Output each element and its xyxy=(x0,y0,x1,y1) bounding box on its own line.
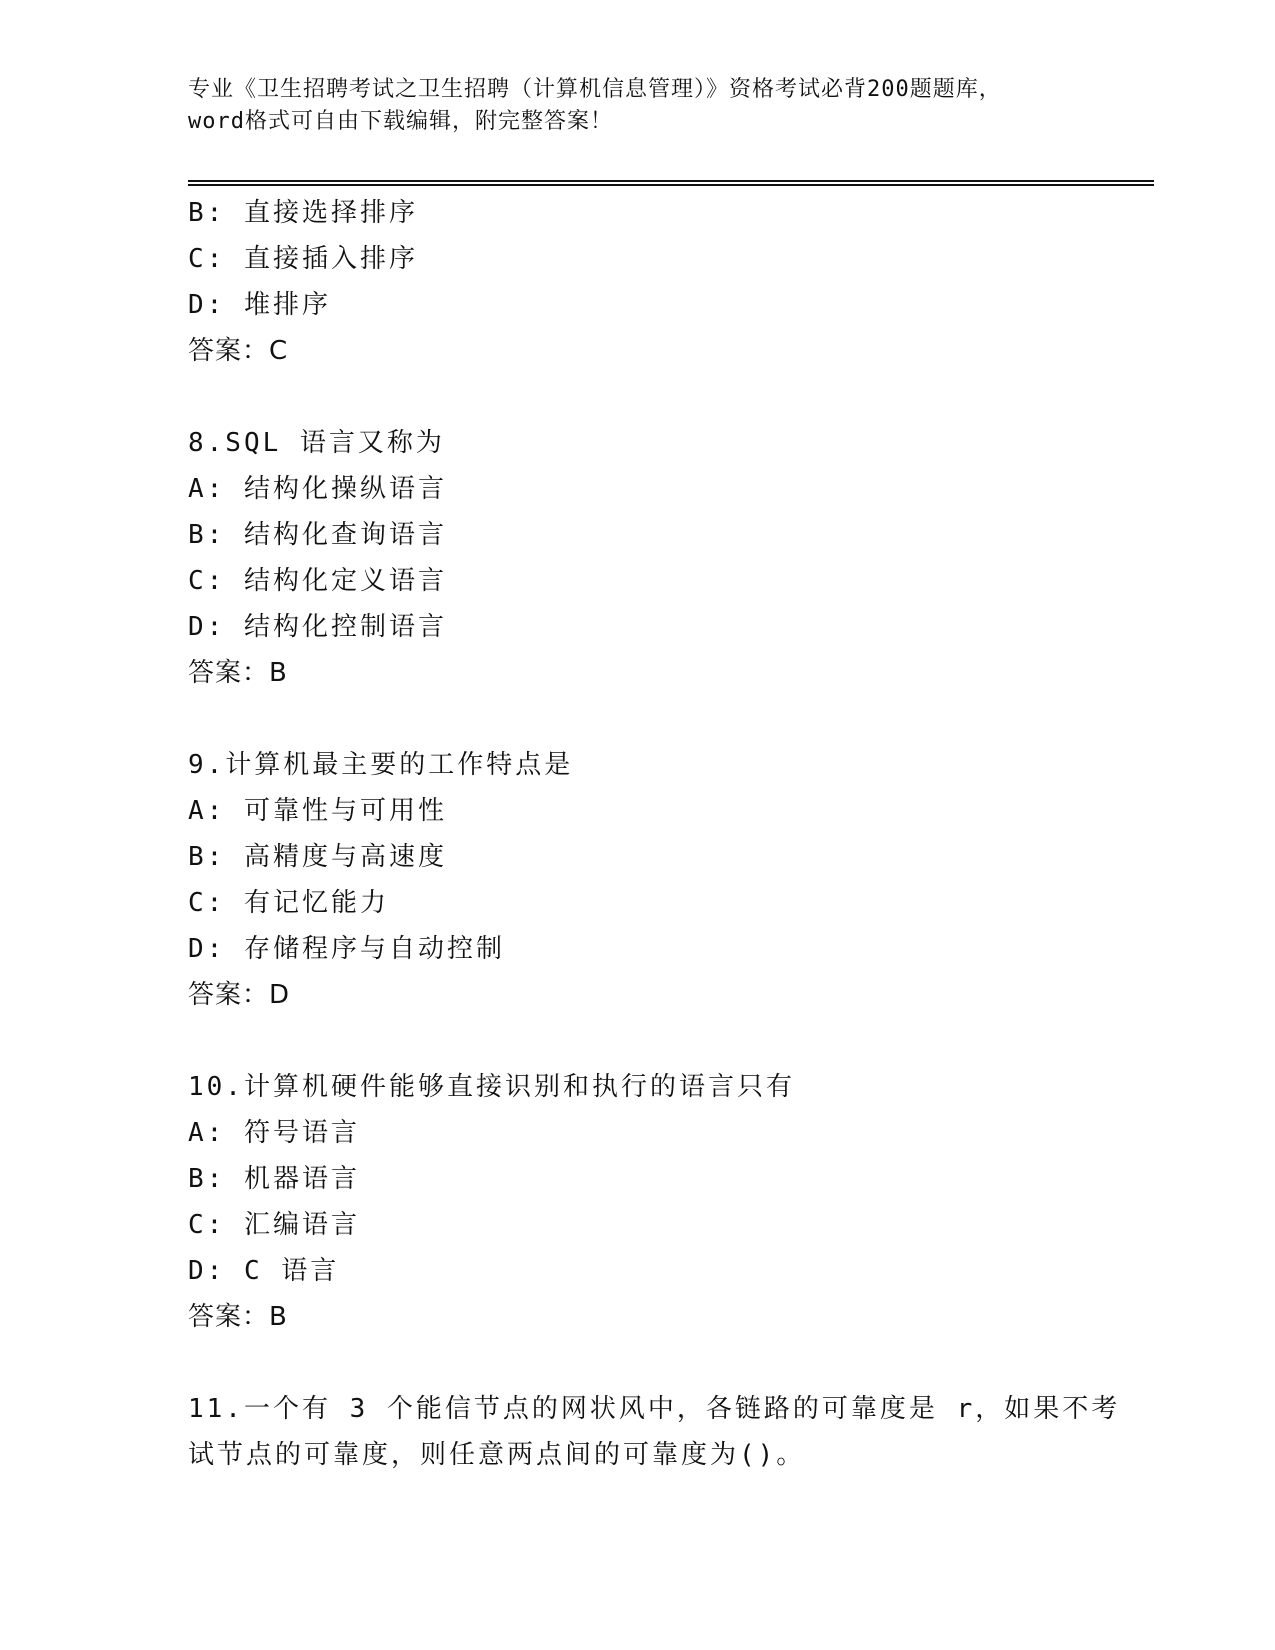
spacer xyxy=(188,374,1088,420)
answer: 答案：C xyxy=(188,336,289,366)
question-stem-line-1: 11.一个有 3 个能信节点的网状风中，各链路的可靠度是 r，如果不考 xyxy=(188,1394,1121,1424)
question-stem: 9.计算机最主要的工作特点是 xyxy=(188,750,574,780)
question-stem-line-2: 试节点的可靠度，则任意两点间的可靠度为()。 xyxy=(188,1440,806,1470)
header-line-2: word格式可自由下载编辑，附完整答案！ xyxy=(188,109,613,134)
option-b: B: 高精度与高速度 xyxy=(188,842,447,872)
option-d: D: 结构化控制语言 xyxy=(188,612,447,642)
question-stem: 8.SQL 语言又称为 xyxy=(188,428,445,458)
option-c: C: 直接插入排序 xyxy=(188,244,418,274)
option-d: D: 存储程序与自动控制 xyxy=(188,934,505,964)
option-a: A: 符号语言 xyxy=(188,1118,360,1148)
option-b: B: 结构化查询语言 xyxy=(188,520,447,550)
option-d: D: 堆排序 xyxy=(188,290,331,320)
spacer xyxy=(188,1340,1088,1386)
answer: 答案：B xyxy=(188,1302,288,1332)
question-stem: 10.计算机硬件能够直接识别和执行的语言只有 xyxy=(188,1072,795,1102)
question-7-continued xyxy=(188,190,1088,374)
answer: 答案：B xyxy=(188,658,288,688)
document-header xyxy=(188,74,1088,138)
question-9 xyxy=(188,742,1088,1018)
header-divider-top xyxy=(188,180,1154,182)
option-c: C: 汇编语言 xyxy=(188,1210,360,1240)
option-b: B: 直接选择排序 xyxy=(188,198,418,228)
option-c: C: 结构化定义语言 xyxy=(188,566,447,596)
option-d: D: C 语言 xyxy=(188,1256,340,1286)
spacer xyxy=(188,1018,1088,1064)
spacer xyxy=(188,696,1088,742)
question-list xyxy=(188,190,1121,1478)
header-line-1: 专业《卫生招聘考试之卫生招聘（计算机信息管理）》资格考试必背200题题库， xyxy=(188,77,1002,102)
answer: 答案：D xyxy=(188,980,291,1010)
option-b: B: 机器语言 xyxy=(188,1164,360,1194)
question-8 xyxy=(188,420,1088,696)
header-divider-bottom xyxy=(188,184,1154,186)
question-10 xyxy=(188,1064,1088,1340)
option-a: A: 可靠性与可用性 xyxy=(188,796,447,826)
option-a: A: 结构化操纵语言 xyxy=(188,474,447,504)
question-11 xyxy=(188,1386,1121,1478)
option-c: C: 有记忆能力 xyxy=(188,888,389,918)
